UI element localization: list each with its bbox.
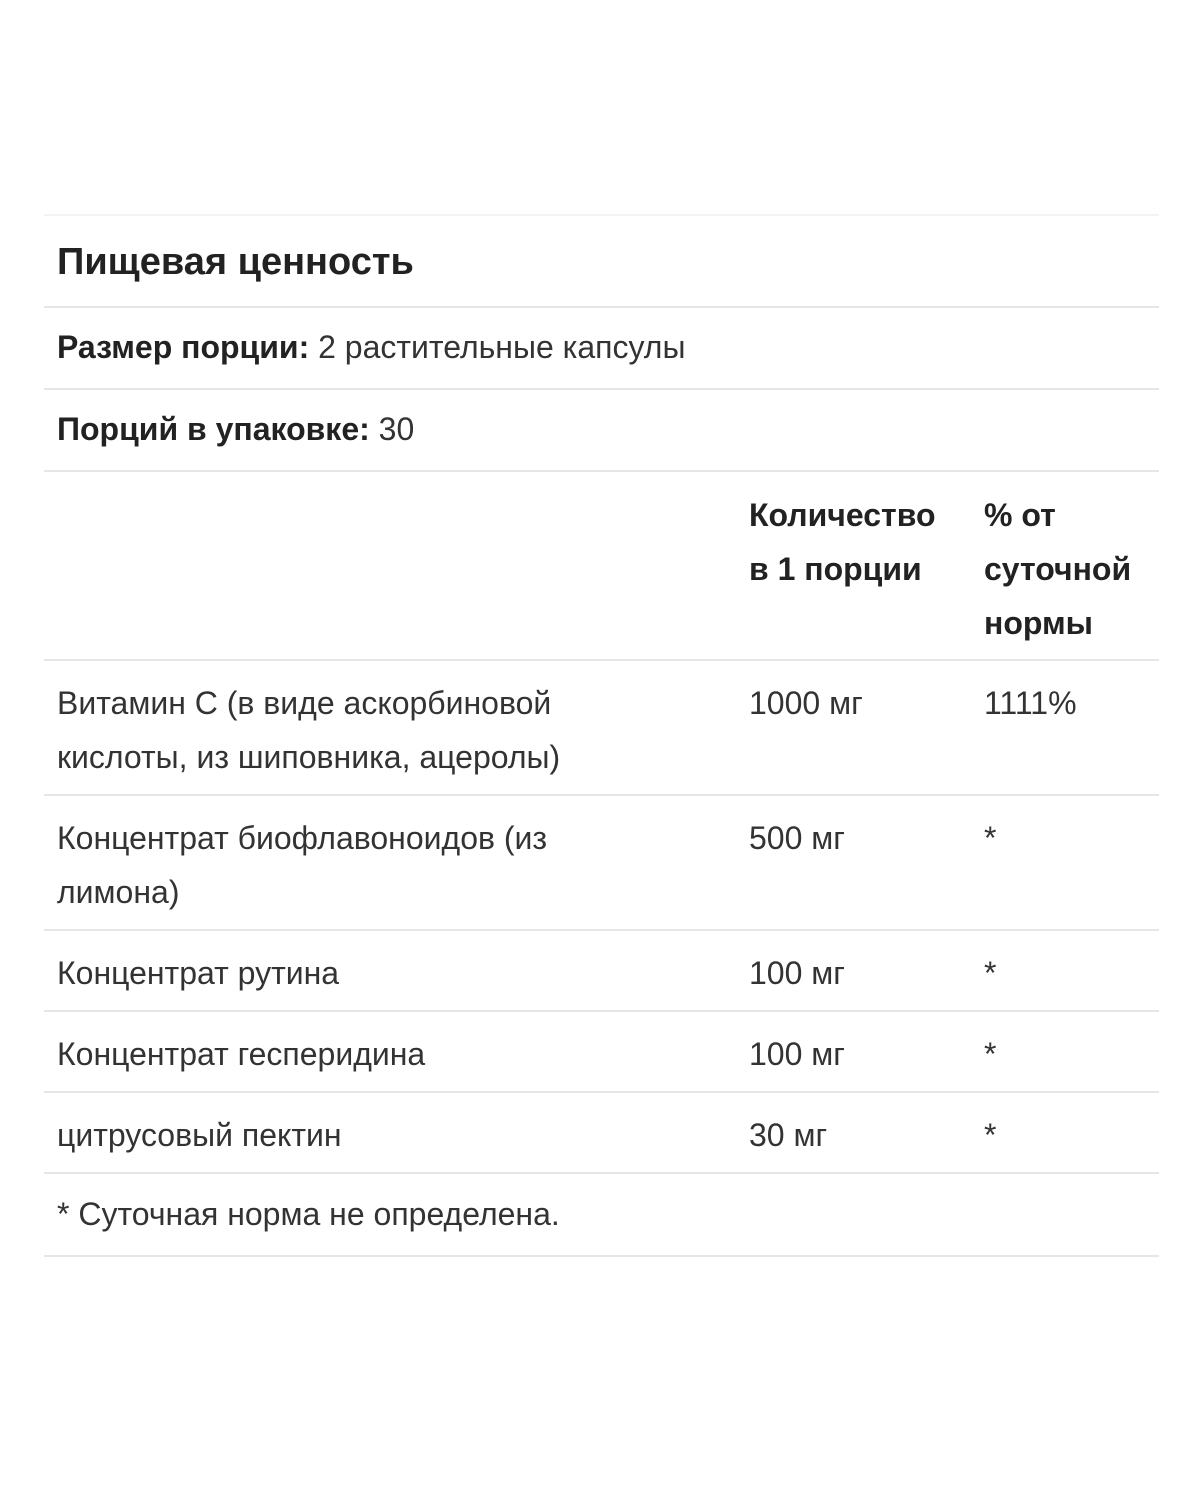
servings-per-container-row xyxy=(44,390,1159,472)
ingredient-amount: 100 мг xyxy=(749,1036,845,1072)
ingredient-amount: 30 мг xyxy=(749,1117,828,1153)
column-header-daily-value: % от суточной нормы xyxy=(984,497,1132,641)
ingredient-name: Концентрат рутина xyxy=(57,955,340,991)
ingredient-name: Концентрат гесперидина xyxy=(57,1036,426,1072)
table-row xyxy=(44,931,1159,1012)
ingredient-daily-value: * xyxy=(984,955,997,991)
ingredient-daily-value: * xyxy=(984,1117,997,1153)
panel-title: Пищевая ценность xyxy=(57,241,414,283)
ingredient-name: Витамин С (в виде аскорбиновой кислоты, из шиповника, ацеролы) xyxy=(57,685,561,775)
ingredient-amount: 100 мг xyxy=(749,955,845,991)
serving-size-label: Размер порции: xyxy=(57,329,310,365)
ingredient-amount: 500 мг xyxy=(749,820,845,856)
table-row xyxy=(44,1093,1159,1174)
ingredient-daily-value: 1111% xyxy=(984,685,1077,721)
ingredient-daily-value: * xyxy=(984,1036,997,1072)
serving-size-row xyxy=(44,308,1159,390)
servings-per-container xyxy=(57,411,414,448)
table-header-row xyxy=(44,472,1159,661)
ingredient-amount: 1000 мг xyxy=(749,685,863,721)
column-header-amount: Количество в 1 порции xyxy=(749,497,936,587)
table-row xyxy=(44,661,1159,796)
serving-size xyxy=(57,329,685,366)
footnote-row xyxy=(44,1174,1159,1257)
nutrition-facts-panel xyxy=(44,214,1159,1257)
serving-size-value: 2 растительные капсулы xyxy=(309,329,686,365)
ingredient-name: цитрусовый пектин xyxy=(57,1117,342,1153)
servings-per-container-label: Порций в упаковке: xyxy=(57,411,370,447)
table-row xyxy=(44,796,1159,931)
footnote: * Суточная норма не определена. xyxy=(57,1196,560,1232)
ingredient-name: Концентрат биофлавоноидов (из лимона) xyxy=(57,820,548,910)
table-row xyxy=(44,1012,1159,1093)
servings-per-container-value: 30 xyxy=(369,411,415,447)
panel-title-row xyxy=(44,214,1159,308)
ingredient-daily-value: * xyxy=(984,820,997,856)
